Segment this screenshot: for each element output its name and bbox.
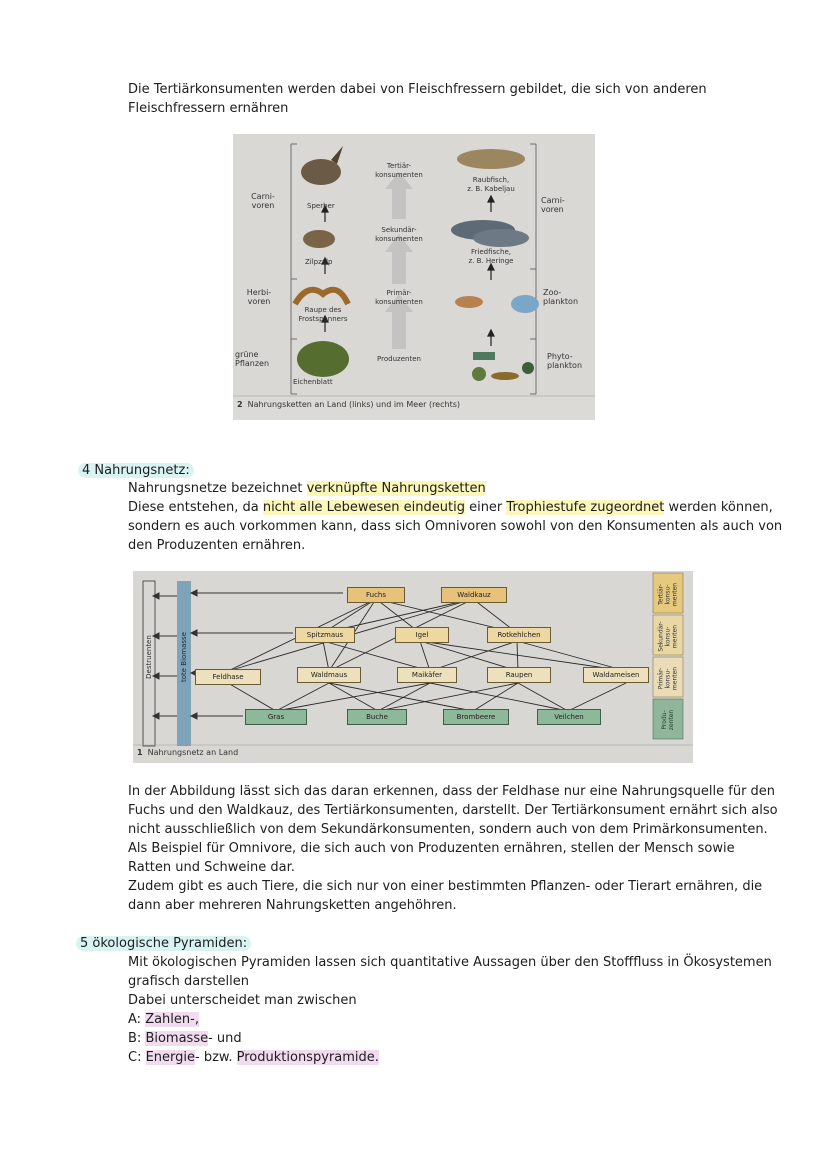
label-raubfisch-2: z. B. Kabeljau <box>467 185 515 193</box>
label-carnivoren-left-2: voren <box>251 201 275 210</box>
label-zooplankton-2: plankton <box>543 297 579 306</box>
label-raupe-1: Raupe des <box>304 306 342 314</box>
label-phytoplankton-1: Phyto- <box>547 352 573 361</box>
explain-line-5: Ratten und Schweine dar. <box>128 860 295 875</box>
label-gruene-pflanzen-2: Pflanzen <box>235 359 270 368</box>
label-phytoplankton-2: plankton <box>547 361 583 370</box>
label-raupe-2: Frostspanners <box>298 315 348 323</box>
pyramid-type-b: B: Biomasse- und <box>128 1031 242 1046</box>
section4-p2: Diese entstehen, da nicht alle Lebewesen eindeutig einer Trophiestufe zugeordnet werden können, <box>128 500 773 515</box>
explain-line-1: In der Abbildung lässt sich das daran erkennen, dass der Feldhase nur eine Nahrungsquelle für den <box>128 784 776 799</box>
explain-line-3: nicht ausschließlich von dem Sekundärkonsumenten, sondern auch von dem Primärkonsumenten. <box>128 822 768 837</box>
level-produzenten: Produzenten <box>377 355 421 363</box>
label-gruene-pflanzen-1: grüne <box>235 350 259 359</box>
section4-p4: den Produzenten ernähren. <box>128 538 306 553</box>
node-rotkehlchen: Rotkehlchen <box>487 627 551 643</box>
section5-line-2: grafisch darstellen <box>128 974 249 989</box>
pyramid-type-c: C: Energie- bzw. Produktionspyramide. <box>128 1050 379 1065</box>
label-carnivoren-left-1: Carni- <box>251 192 275 201</box>
level-sekundaer-2: konsumenten <box>375 235 423 243</box>
label-raubfisch-1: Raubfisch, <box>472 176 510 184</box>
food-web-figure <box>133 571 693 763</box>
section5-line-1: Mit ökologischen Pyramiden lassen sich quantitative Aussagen über den Stofffluss in Ökosystemen <box>128 955 772 970</box>
node-buche: Buche <box>347 709 407 725</box>
level-tertiaer-1: Tertiär- <box>386 162 412 170</box>
intro-line-1: Die Tertiärkonsumenten werden dabei von Fleischfressern gebildet, die sich von anderen <box>128 82 707 97</box>
band-sekundaer: Sekundär- konsu- menten <box>657 621 679 652</box>
band-primaer: Primär- konsu- menten <box>657 666 679 691</box>
band-produzenten: Produ- zenten <box>661 709 675 731</box>
label-herbivoren-1: Herbi- <box>246 288 272 297</box>
section4-p3: sondern es auch vorkommen kann, dass sich Omnivoren sowohl von den Konsumenten als auch von <box>128 519 783 534</box>
label-destruenten: Destruenten <box>145 635 153 679</box>
node-veilchen: Veilchen <box>537 709 601 725</box>
node-waldameisen: Waldameisen <box>583 667 649 683</box>
node-spitzmaus: Spitzmaus <box>295 627 355 643</box>
label-carnivoren-right-1: Carni- <box>541 196 565 205</box>
node-igel: Igel <box>395 627 449 643</box>
section5-line-3: Dabei unterscheidet man zwischen <box>128 993 357 1008</box>
level-tertiaer-2: konsumenten <box>375 171 423 179</box>
level-primaer-1: Primär- <box>386 289 412 297</box>
level-sekundaer-1: Sekundär- <box>381 226 417 234</box>
node-gras: Gras <box>245 709 307 725</box>
label-carnivoren-right-2: voren <box>541 205 564 214</box>
label-herbivoren-2: voren <box>247 297 271 306</box>
node-feldhase: Feldhase <box>195 669 261 685</box>
node-maikaefer: Maikäfer <box>397 667 457 683</box>
figure1-caption-number: 2 <box>237 400 243 409</box>
node-waldkauz: Waldkauz <box>441 587 507 603</box>
section5-heading: 5 ökologische Pyramiden: <box>76 934 251 953</box>
section4-heading: 4 Nahrungsnetz: <box>78 461 194 480</box>
node-raupen: Raupen <box>487 667 551 683</box>
node-fuchs: Fuchs <box>347 587 405 603</box>
food-chain-figure <box>233 134 595 420</box>
label-tote-biomasse: tote Biomasse <box>180 631 188 683</box>
label-zilpzalp: Zilpzalp <box>305 258 333 266</box>
label-friedfische-1: Friedfische, <box>471 248 511 256</box>
pyramid-type-a: A: Zahlen-, <box>128 1012 199 1027</box>
label-zooplankton-1: Zoo- <box>543 288 562 297</box>
figure2-caption-number: 1 <box>137 748 143 757</box>
explain-line-2: Fuchs und den Waldkauz, des Tertiärkonsumenten, darstellt. Der Tertiärkonsument ernährt sich also <box>128 803 778 818</box>
figure2-caption: Nahrungsnetz an Land <box>147 748 239 757</box>
figure1-caption: Nahrungsketten an Land (links) und im Meer (rechts) <box>247 400 460 409</box>
node-brombeere: Brombeere <box>443 709 509 725</box>
label-eichenblatt: Eichenblatt <box>293 378 333 386</box>
explain-line-6: Zudem gibt es auch Tiere, die sich nur von einer bestimmten Pflanzen- oder Tierart ernähren, die <box>128 879 763 894</box>
label-friedfische-2: z. B. Heringe <box>468 257 514 265</box>
label-sperber: Sperber <box>307 202 335 210</box>
node-waldmaus: Waldmaus <box>297 667 361 683</box>
explain-line-7: dann aber mehreren Nahrungsketten angehöhren. <box>128 898 457 913</box>
band-tertiaer: Tertiär- konsu- menten <box>657 582 679 607</box>
explain-line-4: Als Beispiel für Omnivore, die sich auch von Produzenten ernähren, stellen der Mensch sowie <box>128 841 735 856</box>
section4-p1: Nahrungsnetze bezeichnet verknüpfte Nahrungsketten <box>128 481 486 496</box>
intro-line-2: Fleischfressern ernähren <box>128 101 289 116</box>
level-primaer-2: konsumenten <box>375 298 423 306</box>
